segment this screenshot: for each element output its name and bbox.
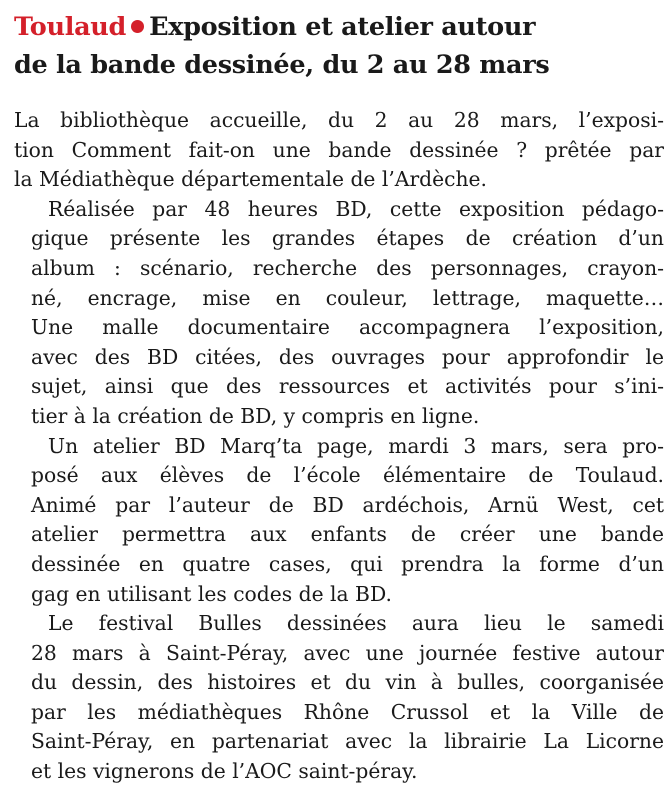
article xyxy=(14,8,664,787)
text-line: du dessin, des histoires et du vin à bulles, coorganisée xyxy=(31,670,664,695)
text-line: gag en utilisant les codes de la BD. xyxy=(31,581,392,606)
text-line: dessinée en quatre cases, qui prendra la forme d’un xyxy=(31,551,664,576)
paragraph xyxy=(14,195,664,432)
location-kicker: Toulaud xyxy=(14,12,127,42)
text-line: gique présente les grandes étapes de création d’un xyxy=(31,226,664,251)
text-line: Un atelier BD Marq’ta page, mardi 3 mars, sera pro- xyxy=(48,433,664,458)
text-line: Saint-Péray, en partenariat avec la librairie La Licorne xyxy=(31,729,664,754)
text-line: sujet, ainsi que des ressources et activités pour s’ini- xyxy=(31,374,664,399)
text-line: atelier permettra aux enfants de créer une bande xyxy=(31,522,664,547)
paragraph xyxy=(14,609,664,787)
text-line: Animé par l’auteur de BD ardéchois, Arnü West, cet xyxy=(31,492,664,517)
red-dot-icon xyxy=(131,20,144,33)
text-line: album : scénario, recherche des personnages, crayon- xyxy=(31,255,664,280)
article-body xyxy=(14,106,664,787)
text-line: Réalisée par 48 heures BD, cette exposition pédago- xyxy=(48,196,664,221)
text-line: 28 mars à Saint-Péray, avec une journée festive autour xyxy=(31,640,664,665)
paragraph xyxy=(14,106,664,195)
text-line: la Médiathèque départementale de l’Ardèche. xyxy=(14,167,488,192)
paragraph xyxy=(14,432,664,610)
text-line: et les vignerons de l’AOC saint-péray. xyxy=(31,759,418,784)
text-line: La bibliothèque accueille, du 2 au 28 mars, l’exposi- xyxy=(14,108,664,132)
headline-line-2: de la bande dessinée, du 2 au 28 mars xyxy=(14,50,550,80)
text-line: Le festival Bulles dessinées aura lieu le samedi xyxy=(48,611,664,636)
headline-line-1: Exposition et atelier autour xyxy=(149,12,536,42)
text-line: Une malle documentaire accompagnera l’exposition, xyxy=(31,315,664,340)
text-line: tier à la création de BD, y compris en ligne. xyxy=(31,403,480,428)
text-line: posé aux élèves de l’école élémentaire de Toulaud. xyxy=(31,463,664,488)
text-line: né, encrage, mise en couleur, lettrage, maquette… xyxy=(31,285,664,310)
text-line: tion Comment fait-on une bande dessinée ? prêtée par xyxy=(14,137,664,162)
text-line: avec des BD citées, des ouvrages pour approfondir le xyxy=(31,344,664,369)
text-line: par les médiathèques Rhône Crussol et la Ville de xyxy=(31,699,664,724)
headline xyxy=(14,8,664,84)
